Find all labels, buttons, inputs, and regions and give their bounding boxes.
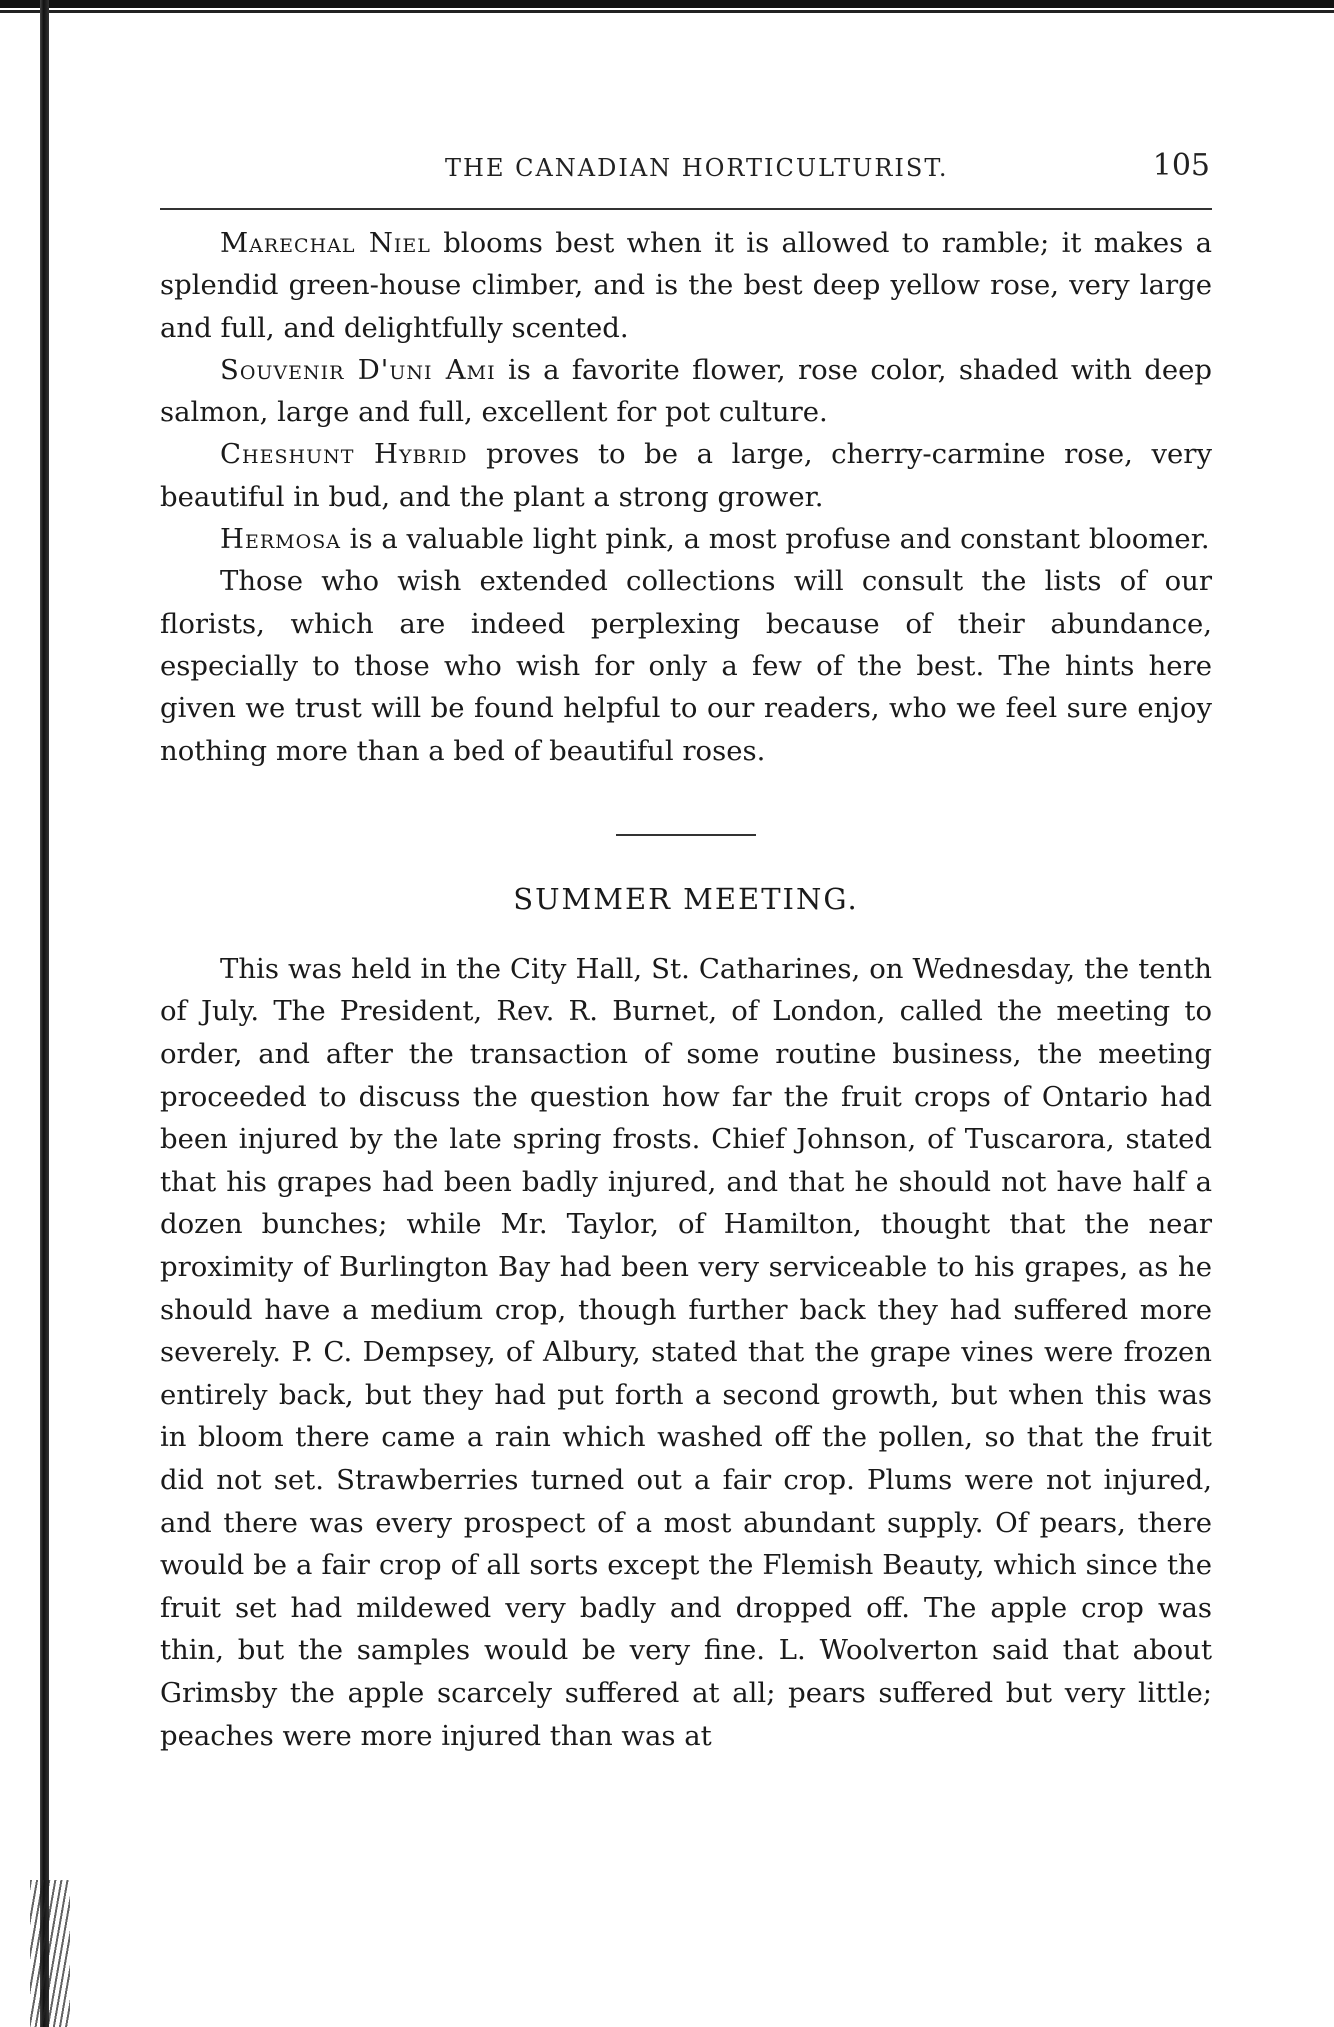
page-body [160, 222, 1212, 1757]
rose-description: is a valuable light pink, a most profuse and constant bloomer. [340, 523, 1210, 556]
running-title: THE CANADIAN HORTICULTURIST. [445, 154, 949, 182]
rose-paragraph [160, 433, 1212, 518]
page-top-edge-thin [0, 10, 1334, 13]
closing-paragraph: Those who wish extended collections will consult the lists of our florists, which are indeed perplexing because of their abundance, especially to those who wish for only a few of the best. The hints here given we trust will be found helpful to our readers, who we feel sure enjoy nothing more than a bed of beautiful roses. [160, 565, 1212, 767]
rose-description: proves to be a large, cherry-carmine rose, very beautiful in bud, and the plant a strong grower. [160, 438, 1212, 513]
header-rule [160, 208, 1212, 210]
book-binding-edge [40, 0, 49, 2027]
rose-name: Hermosa [220, 523, 341, 556]
page-number: 105 [1152, 148, 1210, 183]
rose-paragraph [160, 349, 1212, 434]
rose-name: Marechal Niel [220, 227, 431, 259]
rose-paragraph [160, 222, 1212, 349]
summer-meeting-section [160, 948, 1212, 1757]
section-heading: SUMMER MEETING. [513, 881, 859, 916]
section-divider [616, 834, 756, 836]
rose-description: blooms best when it is allowed to ramble; it makes a splendid green-house climber, and is the best deep yellow rose, very large and full, and delightfully scented. [160, 227, 1212, 344]
rose-description: is a favorite flower, rose color, shaded with deep salmon, large and full, excellent for pot culture. [160, 353, 1212, 429]
meeting-paragraph: This was held in the City Hall, St. Catharines, on Wednesday, the tenth of July. The President, Rev. R. Burnet, of London, called the meeting to order, and after the transaction of some routine business, the meeting proceeded to discuss the question how far the fruit crops of Ontario had been injured by the late spring frosts. Chief Johnson, of Tuscarora, stated that his grapes had been badly injured, and that he should not have half a dozen bunches; while Mr. Taylor, of Hamilton, thought that the near proximity of Burlington Bay had been very serviceable to his grapes, as he should have a medium crop, though further back they had suffered more severely. P. C. Dempsey, of Albury, stated that the grape vines were frozen entirely back, but they had put forth a second growth, but when this was in bloom there came a rain which washed off the pollen, so that the fruit did not set. Strawberries turned out a fair crop. Plums were not injured, and there was every prospect of a most abundant supply. Of pears, there would be a fair crop of all sorts except the Flemish Beauty, which since the fruit set had mildewed very badly and dropped off. The apple crop was thin, but the samples would be very fine. L. Woolverton said that about Grimsby the apple scarcely suffered at all; pears suffered but very little; peaches were more injured than was at [160, 952, 1212, 1752]
rose-name: Cheshunt Hybrid [220, 438, 468, 471]
rose-paragraph [160, 518, 1212, 560]
rose-name: Souvenir D'uni Ami [220, 353, 496, 386]
binding-fray [30, 1880, 70, 2027]
page-header [160, 148, 1210, 208]
page-top-edge [0, 0, 1334, 8]
